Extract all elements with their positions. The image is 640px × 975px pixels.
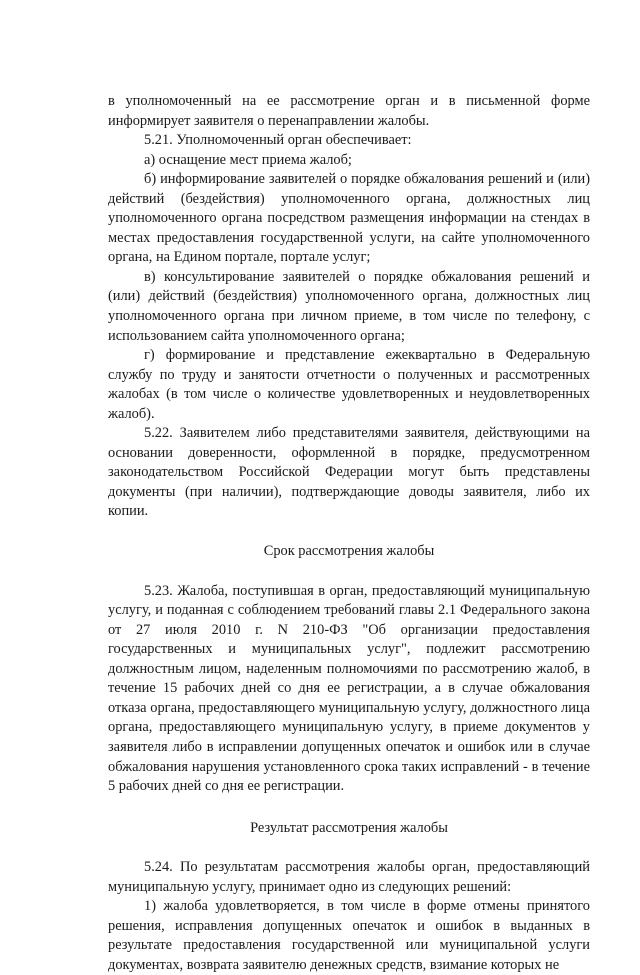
section-heading-review-result: Результат рассмотрения жалобы: [250, 819, 448, 836]
document-body: [108, 92, 590, 975]
list-item-v: в) консультирование заявителей о порядке обжалования решений и (или) действий (бездействия) уполномоченного органа, должностных лиц уполномоченного органа при личном приеме, в том числе по телефону, с использованием сайта уполномоченного органа;: [108, 268, 590, 344]
list-item-1: 1) жалоба удовлетворяется, в том числе в форме отмены принятого решения, исправления допущенных опечаток и ошибок в выданных в результате предоставления государственной или муниципальной услуги документах, возврата заявителю денежных средств, взимание которых не: [108, 898, 590, 973]
paragraph-5-24: 5.24. По результатам рассмотрения жалобы орган, предоставляющий муниципальную услугу, принимает одно из следующих решений:: [108, 859, 590, 895]
paragraph-continuation: в уполномоченный на ее рассмотрение орган и в письменной форме информирует заявителя о перенаправлении жалобы.: [108, 93, 590, 129]
paragraph-5-21: 5.21. Уполномоченный орган обеспечивает:: [144, 132, 412, 149]
section-heading-review-period: Срок рассмотрения жалобы: [263, 543, 435, 560]
list-item-a: а) оснащение мест приема жалоб;: [144, 151, 352, 168]
list-item-g: г) формирование и представление ежеквартально в Федеральную службу по труду и занятости отчетности о полученных и рассмотренных жалобах (в том числе о количестве удовлетворенных и неудовлетворенных жалоб).: [108, 347, 590, 422]
list-item-b: б) информирование заявителей о порядке обжалования решений и (или) действий (бездействия) уполномоченного органа, должностных лиц уполномоченного органа посредством размещения информации на стендах в местах предоставления государственной услуги, на сайте уполномоченного органа, на Едином портале, портале услуг;: [108, 171, 590, 266]
paragraph-5-23: 5.23. Жалоба, поступившая в орган, предоставляющий муниципальную услугу, и поданная с соблюдением требований главы 2.1 Федерального закона от 27 июля 2010 г. N 210-ФЗ "Об организации предоставления государственных и муниципальных услуг", подлежит рассмотрению должностным лицом, наделенным полномочиями по рассмотрению жалоб, в течение 15 рабочих дней со дня ее регистрации, а в случае обжалования отказа органа, предоставляющего муниципальную услугу, должностного лица органа, предоставляющего муниципальную услугу, в приеме документов у заявителя либо в исправлении допущенных опечаток и ошибок или в случае обжалования нарушения установленного срока таких исправлений - в течение 5 рабочих дней со дня ее регистрации.: [108, 582, 590, 795]
paragraph-5-22: 5.22. Заявителем либо представителями заявителя, действующими на основании доверенности, оформленной в порядке, предусмотренном законодательством Российской Федерации могут быть представлены документы (при наличии), подтверждающие доводы заявителя, либо их копии.: [108, 425, 590, 520]
